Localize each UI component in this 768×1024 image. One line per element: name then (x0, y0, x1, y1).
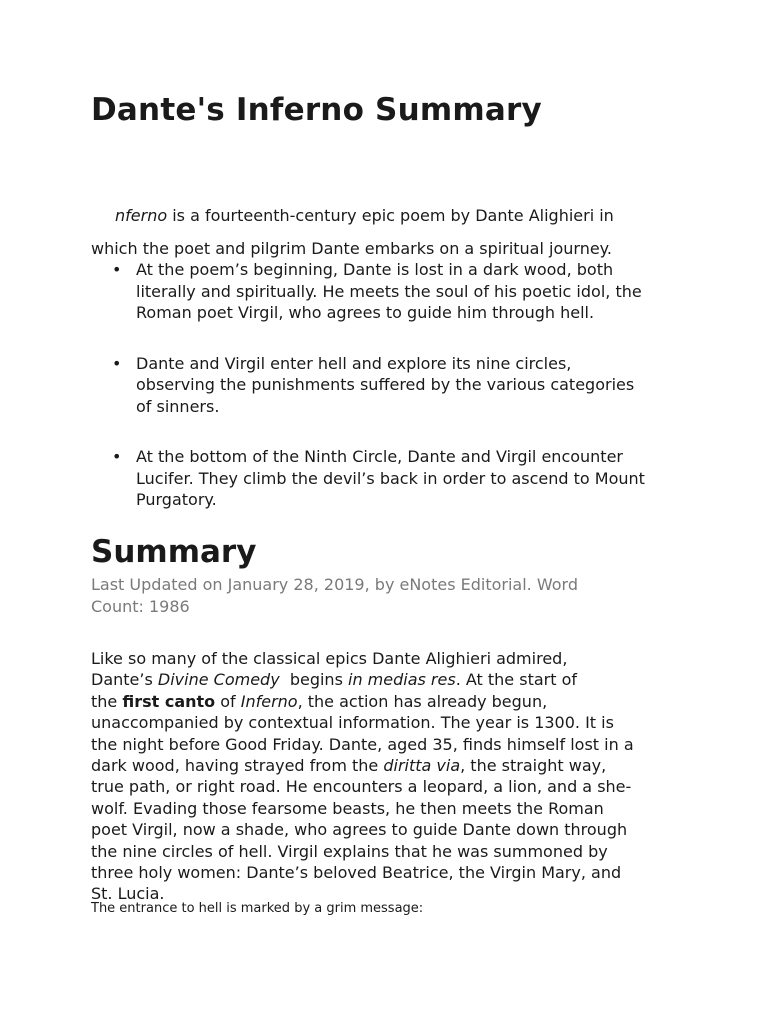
paragraph-line: true path, or right road. He encounters a leopard, a lion, and a she- (91, 777, 632, 797)
page-title: Dante's Inferno Summary (91, 92, 542, 128)
paragraph-line: the nine circles of hell. Virgil explains that he was summoned by (91, 841, 608, 861)
text-run: the (91, 691, 123, 711)
text-run: dark wood, having strayed from the (91, 756, 384, 776)
in-medias-res-italic: in medias res (348, 670, 456, 690)
bullet-icon: • (112, 353, 122, 373)
list-item (91, 353, 691, 418)
bullet-icon: • (112, 447, 122, 466)
paragraph-line (91, 755, 681, 776)
text-run: Dante’s (91, 670, 158, 690)
text-run: . At the start of (455, 670, 577, 690)
bullet-line: Dante and Virgil enter hell and explore its nine circles, (136, 353, 572, 373)
paragraph-line: wolf. Evading those fearsome beasts, he then meets the Roman (91, 798, 604, 818)
paragraph-line: three holy women: Dante’s beloved Beatrice, the Virgin Mary, and (91, 863, 622, 883)
paragraph-line (91, 669, 681, 690)
paragraph-line: Like so many of the classical epics Dante Alighieri admired, (91, 649, 568, 668)
intro-italic-word: nferno (115, 206, 168, 225)
bullet-line: observing the punishments suffered by the various categories (136, 375, 635, 394)
paragraph-line: St. Lucia. (91, 884, 165, 904)
bullet-line: At the poem’s beginning, Dante is lost in a dark wood, both (136, 260, 614, 279)
divine-comedy-italic: Divine Comedy (157, 670, 280, 690)
meta-line-2: Count: 1986 (91, 596, 190, 616)
paragraph-line: poet Virgil, now a shade, who agrees to guide Dante down through (91, 820, 628, 840)
intro-line-1-text: is a fourteenth-century epic poem by Dante Alighieri in (167, 206, 614, 225)
text-run: , the action has already begun, (297, 691, 548, 711)
bullet-line: Lucifer. They climb the devil’s back in order to ascend to Mount (136, 468, 645, 488)
key-points-list (91, 259, 691, 540)
paragraph-line: the night before Good Friday. Dante, aged 35, finds himself lost in a (91, 734, 634, 754)
list-item (91, 259, 691, 324)
intro-line-1 (115, 205, 614, 226)
summary-heading: Summary (91, 534, 257, 570)
diritta-via-italic: diritta via (383, 756, 461, 776)
bullet-line: At the bottom of the Ninth Circle, Dante and Virgil encounter (136, 447, 623, 466)
first-canto-bold: first canto (122, 691, 216, 711)
bullet-icon: • (112, 260, 122, 279)
closing-line: The entrance to hell is marked by a grim message: (91, 901, 424, 916)
paragraph-line (91, 691, 681, 712)
bullet-line: Purgatory. (136, 490, 217, 509)
last-updated-meta (91, 574, 631, 617)
list-item (91, 446, 691, 511)
text-run: , the straight way, (460, 756, 607, 776)
intro-line-2: which the poet and pilgrim Dante embarks on a spiritual journey. (91, 239, 612, 258)
text-run: begins (279, 670, 348, 690)
inferno-italic: Inferno (240, 691, 298, 711)
bullet-line: Roman poet Virgil, who agrees to guide him through hell. (136, 303, 595, 322)
bullet-line: of sinners. (136, 396, 220, 416)
summary-paragraph (91, 648, 681, 905)
meta-line-1: Last Updated on January 28, 2019, by eNotes Editorial. Word (91, 575, 578, 594)
paragraph-line: unaccompanied by contextual information. The year is 1300. It is (91, 713, 614, 733)
bullet-line: literally and spiritually. He meets the soul of his poetic idol, the (136, 281, 642, 301)
text-run: of (215, 691, 241, 711)
